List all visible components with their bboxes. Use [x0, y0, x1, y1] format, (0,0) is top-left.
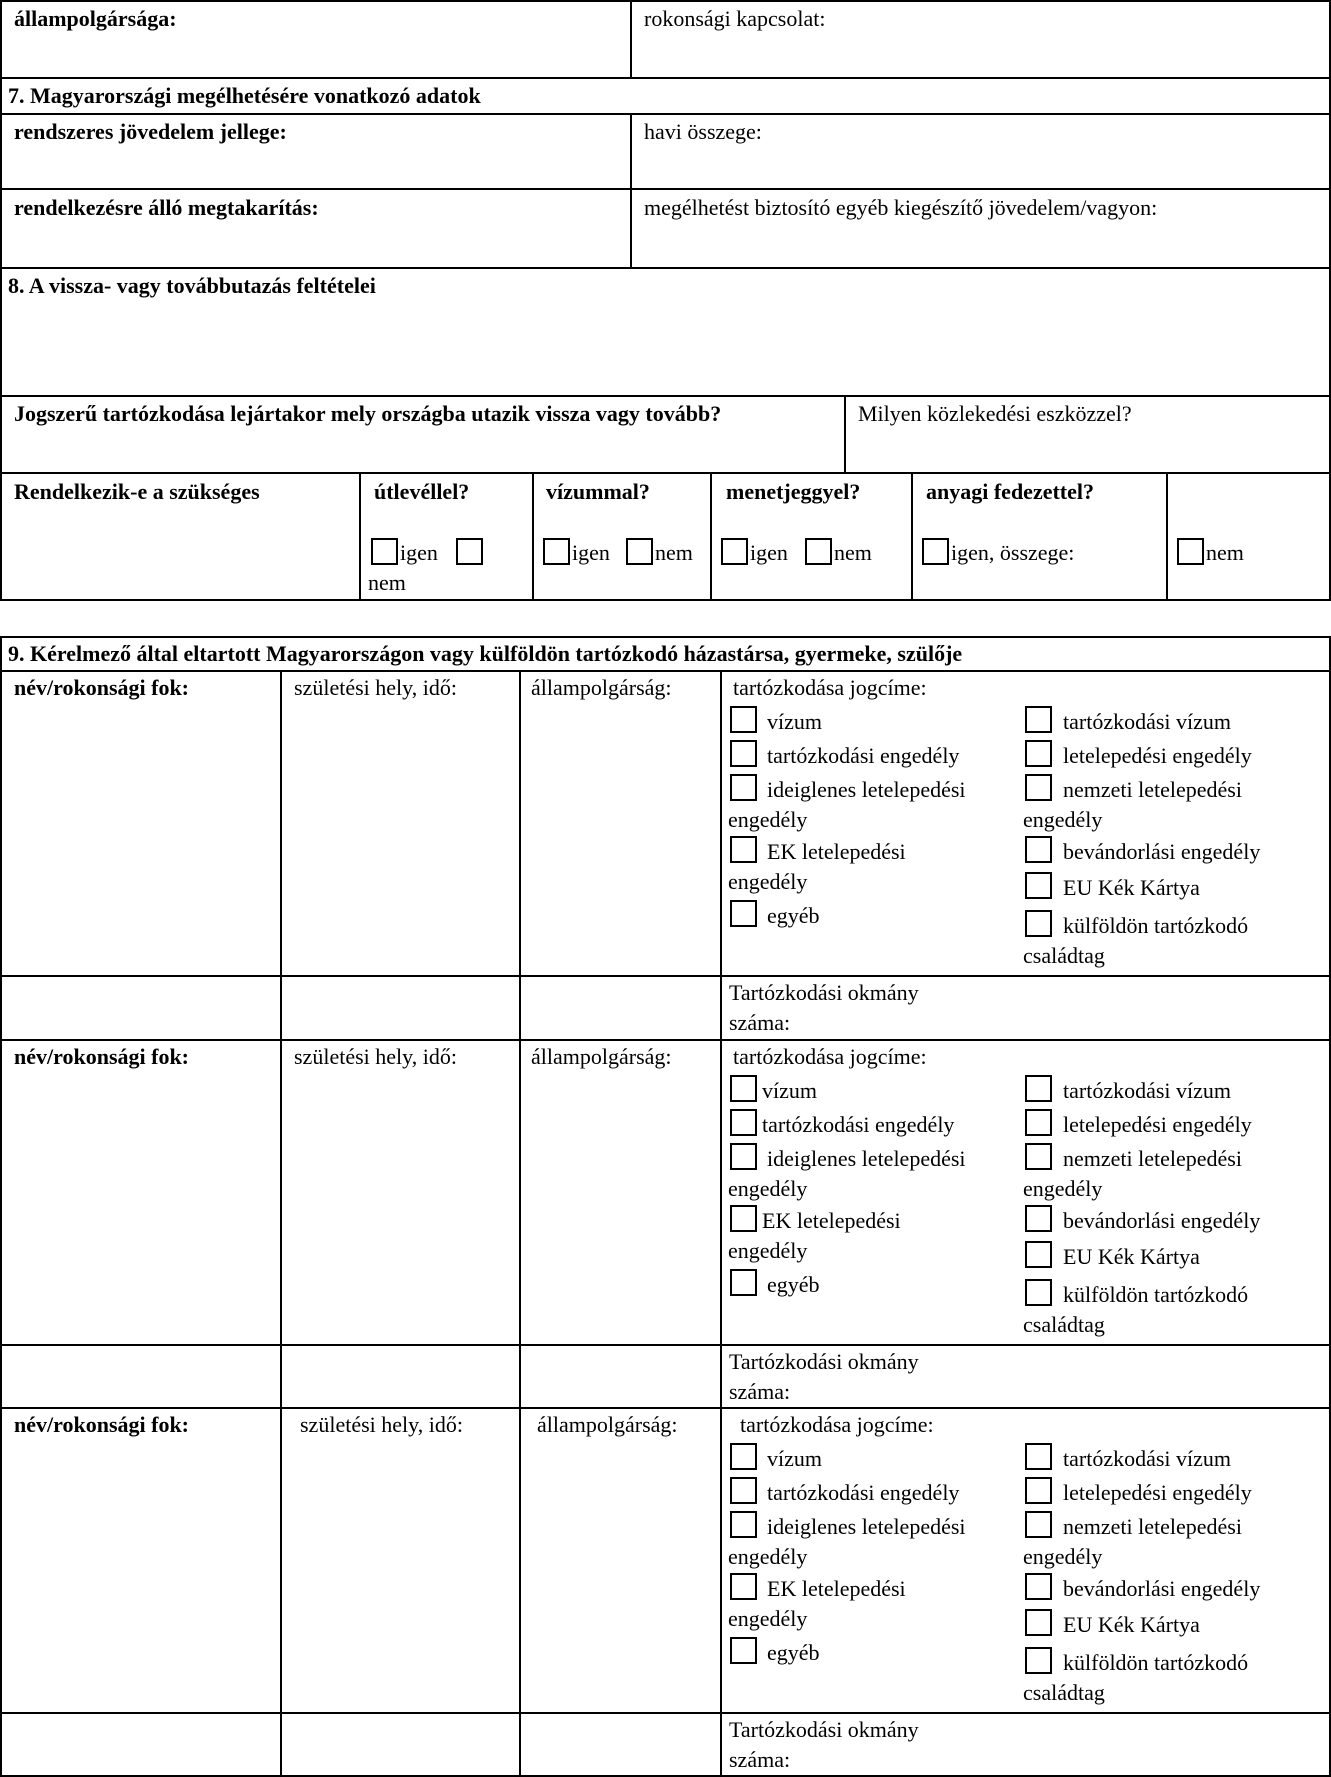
- option-label: EK letelepedési engedély: [728, 839, 906, 894]
- option-label: külföldön tartózkodó családtag: [1023, 1650, 1249, 1705]
- settlement-permit-checkbox[interactable]: [1025, 740, 1052, 767]
- option-label: tartózkodási engedély: [767, 1480, 960, 1505]
- option-label: külföldön tartózkodó családtag: [1023, 913, 1249, 968]
- immigration-permit-checkbox[interactable]: [1025, 1205, 1052, 1232]
- eu-blue-card-checkbox[interactable]: [1025, 1241, 1052, 1268]
- residence-visa-checkbox[interactable]: [1025, 1443, 1052, 1470]
- ticket-no-checkbox[interactable]: [805, 538, 832, 565]
- section-8-title: 8. A vissza- vagy továbbutazás feltételei: [8, 273, 376, 298]
- divider: [0, 395, 1331, 397]
- yes-label: igen: [400, 540, 438, 565]
- income-type-label: rendszeres jövedelem jellege:: [14, 119, 287, 144]
- divider: [1166, 472, 1168, 600]
- no-label: nem: [1206, 540, 1244, 565]
- option-label: tartózkodási vízum: [1063, 709, 1232, 734]
- divider: [0, 1712, 1331, 1714]
- option-label: ideiglenes letelepedési engedély: [728, 1146, 966, 1201]
- option-label: egyéb: [767, 1272, 820, 1297]
- visa-checkbox[interactable]: [730, 1075, 757, 1102]
- other-checkbox[interactable]: [730, 1269, 757, 1296]
- doc-number-label: Tartózkodási okmány száma:: [729, 1349, 919, 1404]
- divider: [844, 395, 846, 473]
- divider: [720, 670, 722, 1776]
- divider: [532, 472, 534, 600]
- eu-blue-card-checkbox[interactable]: [1025, 1609, 1052, 1636]
- dependent-citizenship-label: állampolgárság:: [531, 1044, 672, 1069]
- ticket-label: menetjeggyel?: [726, 479, 861, 504]
- option-label: EK letelepedési engedély: [728, 1208, 901, 1263]
- option-label: vízum: [767, 1446, 822, 1471]
- no-label: nem: [368, 570, 406, 595]
- visa-checkbox[interactable]: [730, 1443, 757, 1470]
- divider: [359, 472, 361, 600]
- divider: [0, 1407, 1331, 1409]
- section-7-title: 7. Magyarországi megélhetésére vonatkozó adatok: [8, 83, 481, 108]
- option-label: nemzeti letelepedési engedély: [1023, 1146, 1242, 1201]
- visa-yes-checkbox[interactable]: [543, 538, 570, 565]
- savings-label: rendelkezésre álló megtakarítás:: [14, 195, 319, 220]
- settlement-permit-checkbox[interactable]: [1025, 1109, 1052, 1136]
- visa-label: vízummal?: [546, 479, 650, 504]
- transport-question: Milyen közlekedési eszközzel?: [858, 401, 1132, 426]
- divider: [0, 267, 1331, 269]
- residence-permit-checkbox[interactable]: [730, 1477, 757, 1504]
- dependent-birth-label: születési hely, idő:: [294, 675, 457, 700]
- visa-checkbox[interactable]: [730, 706, 757, 733]
- visa-no-checkbox[interactable]: [626, 538, 653, 565]
- divider: [0, 113, 1331, 115]
- residence-permit-checkbox[interactable]: [730, 740, 757, 767]
- legal-title-label: tartózkodása jogcíme:: [740, 1412, 934, 1437]
- yes-label: igen: [572, 540, 610, 565]
- has-required-label: Rendelkezik-e a szükséges: [14, 479, 260, 504]
- ticket-yes-checkbox[interactable]: [721, 538, 748, 565]
- dependent-citizenship-label: állampolgárság:: [531, 675, 672, 700]
- option-label: tartózkodási vízum: [1063, 1446, 1232, 1471]
- option-label: tartózkodási engedély: [767, 743, 960, 768]
- residence-visa-checkbox[interactable]: [1025, 706, 1052, 733]
- destination-question: Jogszerű tartózkodása lejártakor mely országba utazik vissza vagy tovább?: [14, 401, 722, 426]
- dependent-name-label: név/rokonsági fok:: [14, 675, 190, 700]
- option-label: EK letelepedési engedély: [728, 1576, 906, 1631]
- option-label: ideiglenes letelepedési engedély: [728, 1514, 966, 1569]
- dependent-birth-label: születési hely, idő:: [300, 1412, 463, 1437]
- passport-no-checkbox[interactable]: [456, 538, 483, 565]
- option-label: letelepedési engedély: [1063, 1480, 1252, 1505]
- option-label: EU Kék Kártya: [1063, 1612, 1200, 1637]
- divider: [280, 670, 282, 1776]
- monthly-amount-label: havi összege:: [644, 119, 762, 144]
- divider: [519, 670, 521, 1776]
- divider: [0, 472, 1331, 474]
- option-label: bevándorlási engedély: [1063, 1576, 1261, 1601]
- divider: [0, 670, 1331, 672]
- funds-label: anyagi fedezettel?: [926, 479, 1094, 504]
- yes-label: igen: [750, 540, 788, 565]
- option-label: nemzeti letelepedési engedély: [1023, 1514, 1242, 1569]
- option-label: bevándorlási engedély: [1063, 1208, 1261, 1233]
- option-label: nemzeti letelepedési engedély: [1023, 777, 1242, 832]
- legal-title-label: tartózkodása jogcíme:: [733, 1044, 927, 1069]
- option-label: vízum: [762, 1078, 817, 1103]
- funds-yes-checkbox[interactable]: [922, 538, 949, 565]
- divider: [911, 472, 913, 600]
- other-checkbox[interactable]: [730, 900, 757, 927]
- option-label: egyéb: [767, 1640, 820, 1665]
- legal-title-label: tartózkodása jogcíme:: [733, 675, 927, 700]
- no-label: nem: [655, 540, 693, 565]
- dependent-name-label: név/rokonsági fok:: [14, 1044, 190, 1069]
- settlement-permit-checkbox[interactable]: [1025, 1477, 1052, 1504]
- option-label: ideiglenes letelepedési engedély: [728, 777, 966, 832]
- divider: [710, 472, 712, 600]
- option-label: letelepedési engedély: [1063, 1112, 1252, 1137]
- option-label: külföldön tartózkodó családtag: [1023, 1282, 1249, 1337]
- option-label: bevándorlási engedély: [1063, 839, 1261, 864]
- option-label: letelepedési engedély: [1063, 743, 1252, 768]
- relationship-label: rokonsági kapcsolat:: [644, 6, 826, 31]
- divider: [0, 975, 1331, 977]
- option-label: EU Kék Kártya: [1063, 875, 1200, 900]
- divider: [0, 1344, 1331, 1346]
- dependent-citizenship-label: állampolgárság:: [537, 1412, 678, 1437]
- dependent-name-label: név/rokonsági fok:: [14, 1412, 190, 1437]
- option-label: tartózkodási vízum: [1063, 1078, 1232, 1103]
- yes-amount-label: igen, összege:: [951, 540, 1075, 565]
- section-9-title: 9. Kérelmező által eltartott Magyarországon vagy külföldön tartózkodó házastársa, gyermeke, szülője: [8, 641, 963, 666]
- no-label: nem: [834, 540, 872, 565]
- divider: [630, 0, 632, 78]
- divider: [0, 1039, 1331, 1041]
- funds-no-checkbox[interactable]: [1177, 538, 1204, 565]
- divider: [0, 77, 1331, 79]
- other-income-label: megélhetést biztosító egyéb kiegészítő jövedelem/vagyon:: [644, 195, 1158, 220]
- residence-visa-checkbox[interactable]: [1025, 1075, 1052, 1102]
- option-label: tartózkodási engedély: [762, 1112, 955, 1137]
- eu-blue-card-checkbox[interactable]: [1025, 872, 1052, 899]
- citizenship-label: állampolgársága:: [14, 6, 177, 31]
- other-checkbox[interactable]: [730, 1637, 757, 1664]
- divider: [630, 113, 632, 268]
- option-label: EU Kék Kártya: [1063, 1244, 1200, 1269]
- doc-number-label: Tartózkodási okmány száma:: [729, 1717, 919, 1772]
- immigration-permit-checkbox[interactable]: [1025, 836, 1052, 863]
- option-label: egyéb: [767, 903, 820, 928]
- doc-number-label: Tartózkodási okmány száma:: [729, 980, 919, 1035]
- passport-yes-checkbox[interactable]: [371, 538, 398, 565]
- immigration-permit-checkbox[interactable]: [1025, 1573, 1052, 1600]
- dependent-birth-label: születési hely, idő:: [294, 1044, 457, 1069]
- option-label: vízum: [767, 709, 822, 734]
- passport-label: útlevéllel?: [374, 479, 470, 504]
- residence-permit-checkbox[interactable]: [730, 1109, 757, 1136]
- divider: [0, 188, 1331, 190]
